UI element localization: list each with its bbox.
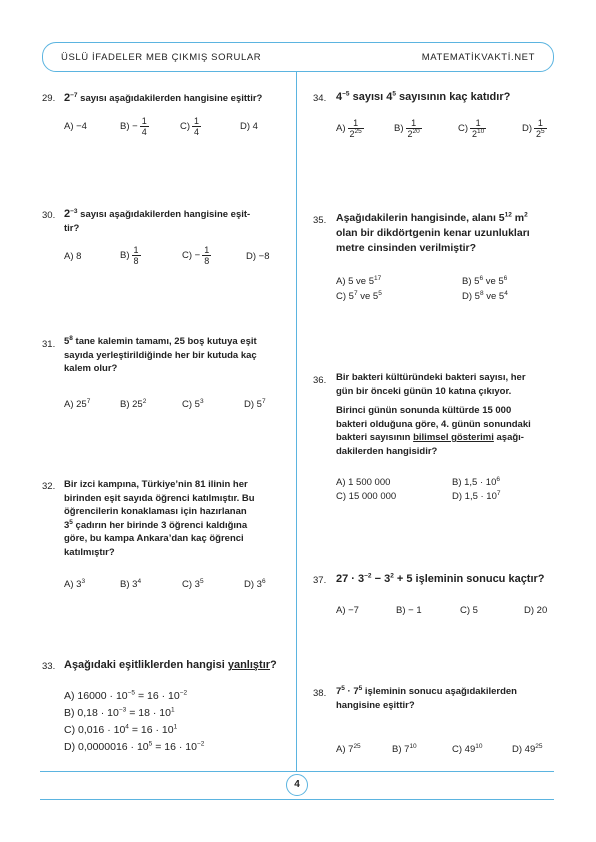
q31-option-a[interactable]: A) $25^7$: [64, 397, 91, 410]
q33-option-c[interactable]: C) $0,016 \cdot 10^4 = 16 \cdot 10^1$: [64, 723, 178, 736]
q33-option-d[interactable]: D) $0,0000016 \cdot 10^5 = 16 \cdot 10^{-2}$: [64, 740, 205, 753]
q36-option-b[interactable]: B) $1,5 \cdot 10^6$: [452, 475, 500, 488]
page-number: 4: [286, 774, 308, 796]
q36-option-a[interactable]: A) 1 500 000: [336, 477, 391, 488]
q34-stem: $4^{-5}$ sayısı $4^5$ sayısının kaç katıdır?: [336, 90, 511, 103]
header-site: MATEMATİKVAKTİ.NET: [421, 52, 535, 63]
q33-option-a[interactable]: A) $16000 \cdot 10^{-5} = 16 \cdot 10^{-2}$: [64, 689, 188, 702]
q38-option-a[interactable]: A) $7^{25}$: [336, 742, 361, 755]
q32-option-c[interactable]: C) $3^5$: [182, 577, 204, 590]
column-divider: [296, 72, 297, 772]
q31-option-d[interactable]: D) $5^7$: [244, 397, 266, 410]
q30-option-b[interactable]: B) $\frac{1}{8}$: [120, 245, 139, 266]
q31-option-b[interactable]: B) $25^2$: [120, 397, 147, 410]
q32-stem: Bir izci kampına, Türkiye’nin 81 ilinin her birinden eşit sayıda öğrenci katılmıştır. Bu öğrencilerin konaklaması için hazırlanan $3^5$ çadırın her birinde 3 öğrenci kaldığına göre, bu kampa Ankara’dan kaç öğrenci katılmıştır?: [64, 479, 255, 558]
q37-stem: $27 \cdot 3^{-2} - 3^2 + 5$ işleminin sonucu kaçtır?: [336, 572, 545, 585]
q32-option-d[interactable]: D) $3^6$: [244, 577, 266, 590]
header-title: ÜSLÜ İFADELER MEB ÇIKMIŞ SORULAR: [61, 52, 262, 63]
q29-option-c[interactable]: C) $\frac{1}{4}$: [180, 116, 200, 137]
page-header: [42, 42, 554, 72]
q35-option-b[interactable]: B) $5^6$ ve $5^6$: [462, 274, 508, 287]
q33-number: 33.: [42, 661, 56, 672]
q32-number: 32.: [42, 481, 56, 492]
q29-option-a[interactable]: A) −4: [64, 121, 87, 132]
q29-number: 29.: [42, 93, 56, 104]
q35-stem: Aşağıdakilerin hangisinde, alanı $5^{12}$ $m^2$ olan bir dikdörtgenin kenar uzunlukları metre cinsinden verilmiştir?: [336, 211, 530, 254]
q38-number: 38.: [313, 688, 327, 699]
q30-option-c[interactable]: C) − $\frac{1}{8}$: [182, 245, 210, 266]
q36-option-d[interactable]: D) $1,5 \cdot 10^7$: [452, 489, 501, 502]
q37-option-c[interactable]: C) 5: [460, 605, 478, 616]
q33-option-b[interactable]: B) $0,18 \cdot 10^{-3} = 18 \cdot 10^1$: [64, 706, 175, 719]
q35-number: 35.: [313, 215, 327, 226]
q36-stem: Bir bakteri kültüründeki bakteri sayısı, her gün bir önceki günün 10 katına çıkıyor.: [336, 372, 526, 397]
q36-option-c[interactable]: C) 15 000 000: [336, 491, 397, 502]
q34-option-a[interactable]: A) $\frac{1}{2^{25}}$: [336, 118, 362, 139]
q33-stem: Aşağıdaki eşitliklerden hangisi yanlıştır?: [64, 659, 277, 671]
q38-option-b[interactable]: B) $7^{10}$: [392, 742, 417, 755]
q29-option-b[interactable]: B) − $\frac{1}{4}$: [120, 116, 147, 137]
q34-option-d[interactable]: D) $\frac{1}{2^5}$: [522, 118, 545, 139]
q30-stem: $2^{-3}$ sayısı aşağıdakilerden hangisine eşit- tir?: [64, 207, 251, 234]
q37-number: 37.: [313, 575, 327, 586]
q30-option-a[interactable]: A) 8: [64, 251, 82, 262]
q38-stem: $7^5 \cdot 7^5$ işleminin sonucu aşağıdakilerden hangisine eşittir?: [336, 684, 517, 711]
q31-option-c[interactable]: C) $5^3$: [182, 397, 204, 410]
footer-divider-bottom: [40, 799, 554, 800]
q36-stem-cont: Birinci günün sonunda kültürde 15 000 bakteri olduğuna göre, 4. günün sonundaki bakteri sayısının bilimsel gösterimi aşağı- dakilerden hangisidir?: [336, 405, 531, 457]
q37-option-d[interactable]: D) 20: [524, 605, 548, 616]
footer-divider: [40, 771, 554, 772]
q38-option-c[interactable]: C) $49^{10}$: [452, 742, 483, 755]
q30-number: 30.: [42, 210, 56, 221]
q31-stem: $5^8$ tane kalemin tamamı, 25 boş kutuya eşit sayıda yerleştirildiğinde her bir kutuda kaç kalem olur?: [64, 334, 257, 374]
q36-number: 36.: [313, 375, 327, 386]
q35-option-a[interactable]: A) 5 ve $5^{17}$: [336, 274, 382, 287]
q37-option-a[interactable]: A) −7: [336, 605, 359, 616]
q37-option-b[interactable]: B) − 1: [396, 605, 422, 616]
q35-option-c[interactable]: C) $5^7$ ve $5^5$: [336, 289, 382, 302]
q32-option-b[interactable]: B) $3^4$: [120, 577, 142, 590]
q32-option-a[interactable]: A) $3^3$: [64, 577, 86, 590]
q34-option-c[interactable]: C) $\frac{1}{2^{10}}$: [458, 118, 485, 139]
q30-option-d[interactable]: D) −8: [246, 251, 270, 262]
q34-number: 34.: [313, 93, 327, 104]
q34-option-b[interactable]: B) $\frac{1}{2^{20}}$: [394, 118, 420, 139]
q31-number: 31.: [42, 339, 56, 350]
q35-option-d[interactable]: D) $5^8$ ve $5^4$: [462, 289, 508, 302]
q29-option-d[interactable]: D) 4: [240, 121, 258, 132]
q38-option-d[interactable]: D) $49^{25}$: [512, 742, 543, 755]
q29-stem: $2^{-7}$ sayısı aşağıdakilerden hangisine eşittir?: [64, 91, 263, 104]
